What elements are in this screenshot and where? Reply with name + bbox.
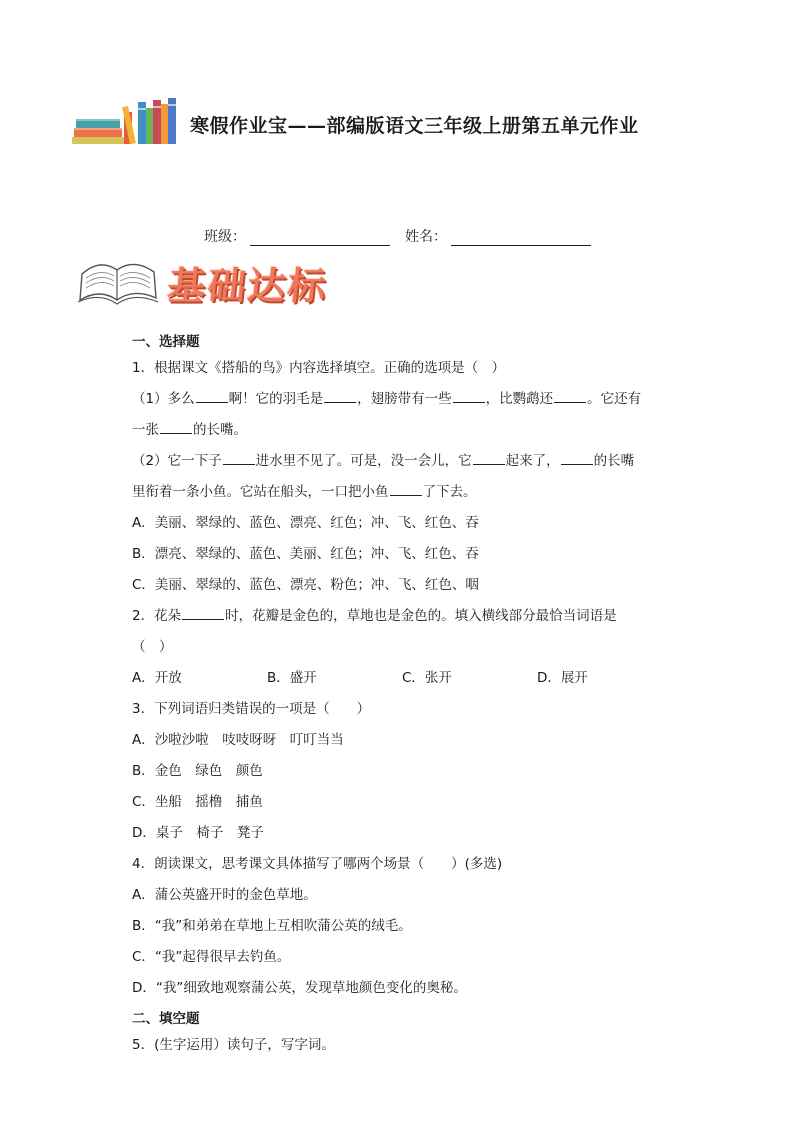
name-field — [405, 226, 591, 246]
q3-option-b[interactable]: B．金色 绿色 颜色 — [132, 763, 263, 779]
q2-options — [132, 663, 672, 694]
q2-option-d[interactable]: D．展开 — [537, 670, 588, 686]
class-field — [204, 226, 390, 246]
q4-option-d[interactable]: D．“我”细致地观察蒲公英，发现草地颜色变化的奥秘。 — [132, 980, 467, 996]
blank[interactable] — [223, 450, 255, 465]
class-underline[interactable] — [250, 231, 390, 246]
q3-option-c[interactable]: C．坐船 摇橹 捕鱼 — [132, 794, 263, 810]
name-underline[interactable] — [451, 231, 591, 246]
questions — [132, 331, 672, 1061]
q1-passage-1b: 一张 的长嘴。 — [132, 415, 672, 446]
q1-passage-2a: （2）它一下子 进水里不见了。可是，没一会儿，它 起来了， 的长嘴 — [132, 446, 672, 477]
q1-option-c[interactable]: C．美丽、翠绿的、蓝色、漂亮、粉色；冲、飞、红色、咽 — [132, 577, 479, 593]
q2-option-a[interactable]: A．开放 — [132, 670, 182, 686]
q3-option-a[interactable]: A．沙啦沙啦 吱吱呀呀 叮叮当当 — [132, 732, 344, 748]
q1-passage-1a: （1）多么 啊！它的羽毛是 ，翅膀带有一些 ，比鹦鹉还 。它还有 — [132, 384, 672, 415]
q5-stem: 5．(生字运用）读句子，写字词。 — [132, 1037, 335, 1053]
q4-stem: 4．朗读课文，思考课文具体描写了哪两个场景（ ）(多选) — [132, 856, 503, 872]
document-title: 寒假作业宝——部编版语文三年级上册第五单元作业 — [190, 115, 639, 137]
blank[interactable] — [554, 388, 586, 403]
blank[interactable] — [324, 388, 356, 403]
q4-option-c[interactable]: C．“我”起得很早去钓鱼。 — [132, 949, 291, 965]
q1-option-a[interactable]: A．美丽、翠绿的、蓝色、漂亮、红色；冲、飞、红色、吞 — [132, 515, 479, 531]
q1-passage-2b: 里衔着一条小鱼。它站在船头，一口把小鱼 了下去。 — [132, 477, 672, 508]
section-heading-fill: 二、填空题 — [132, 1011, 200, 1027]
q2-option-b[interactable]: B．盛开 — [267, 670, 317, 686]
books-logo-icon — [72, 98, 178, 146]
blank[interactable] — [196, 388, 228, 403]
blank[interactable] — [453, 388, 485, 403]
open-book-icon — [74, 252, 160, 312]
name-label: 姓名： — [405, 229, 447, 245]
section-banner: 基础达标 — [165, 264, 330, 308]
section-heading-choice: 一、选择题 — [132, 334, 200, 350]
q2-option-c[interactable]: C．张开 — [402, 670, 452, 686]
q4-option-b[interactable]: B．“我”和弟弟在草地上互相吹蒲公英的绒毛。 — [132, 918, 412, 934]
q1-stem: 1．根据课文《搭船的鸟》内容选择填空。正确的选项是（ ） — [132, 360, 506, 376]
q2-stem: 2．花朵 时，花瓣是金色的，草地也是金色的。填入横线部分最恰当词语是 — [132, 601, 672, 632]
q4-option-a[interactable]: A．蒲公英盛开时的金色草地。 — [132, 887, 317, 903]
q2-stem-paren: （ ） — [132, 639, 173, 655]
blank[interactable] — [473, 450, 505, 465]
blank[interactable] — [182, 605, 224, 620]
q1-option-b[interactable]: B．漂亮、翠绿的、蓝色、美丽、红色；冲、飞、红色、吞 — [132, 546, 479, 562]
q3-stem: 3．下列词语归类错误的一项是（ ） — [132, 701, 371, 717]
class-label: 班级： — [204, 229, 246, 245]
blank[interactable] — [561, 450, 593, 465]
blank[interactable] — [390, 481, 422, 496]
blank[interactable] — [160, 419, 192, 434]
q3-option-d[interactable]: D．桌子 椅子 凳子 — [132, 825, 264, 841]
